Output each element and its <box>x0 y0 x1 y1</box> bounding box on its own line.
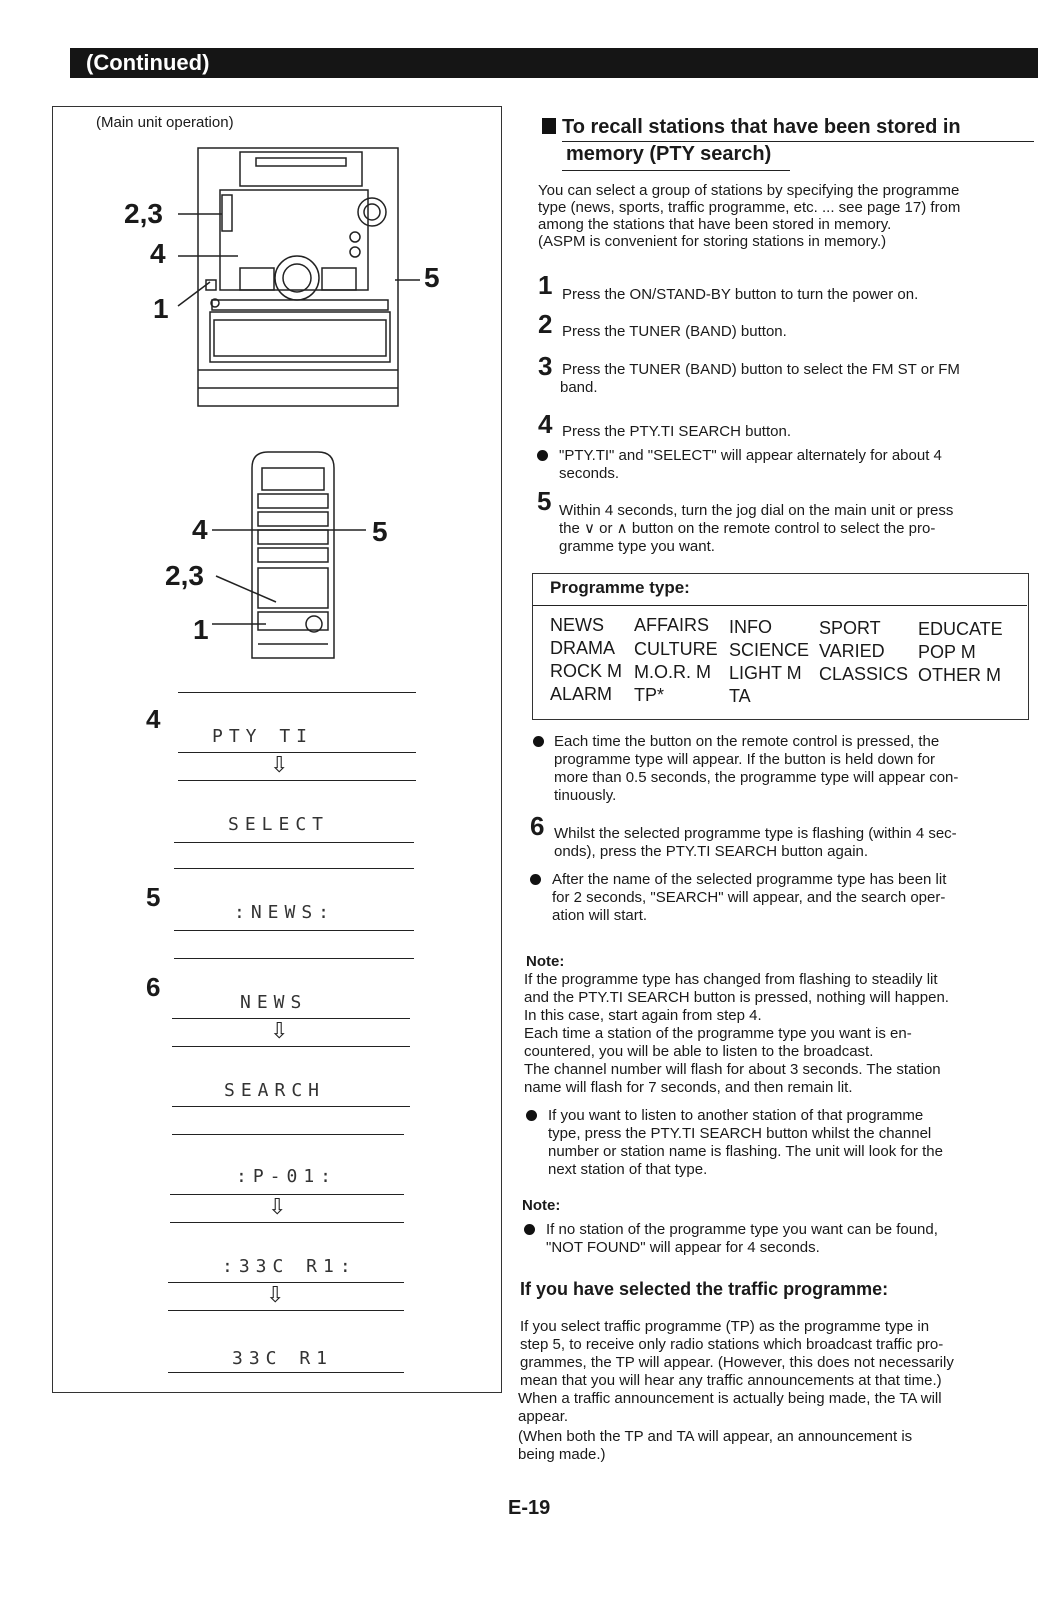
step-text: Press the TUNER (BAND) button to select the FM ST or FM <box>562 361 960 378</box>
lcd-divider <box>174 930 414 931</box>
callout-1-remote: 1 <box>193 614 209 645</box>
lcd-divider <box>168 1282 404 1283</box>
step-text: Press the PTY.TI SEARCH button. <box>562 423 791 440</box>
lcd-pty-ti: PTY TI <box>212 726 314 747</box>
intro-line: among the stations that have been stored in memory. <box>538 216 892 233</box>
down-arrow-icon: ⇩ <box>268 1194 287 1219</box>
step-number: 3 <box>538 351 553 381</box>
note-line: The channel number will flash for about 3 seconds. The station <box>524 1061 941 1078</box>
traffic-line: being made.) <box>518 1446 606 1463</box>
bullet-text: "NOT FOUND" will appear for 4 seconds. <box>546 1239 820 1256</box>
callout-2-3-unit: 2,3 <box>124 198 163 229</box>
step-number: 1 <box>538 270 553 300</box>
step-text: band. <box>560 379 598 396</box>
note-line: name will flash for 7 seconds, and then remain lit. <box>524 1079 853 1096</box>
step-number: 5 <box>537 486 552 516</box>
callout-4-remote: 4 <box>192 514 208 545</box>
pt-cell: CULTURE <box>634 639 718 659</box>
pt-cell: VARIED <box>819 641 885 661</box>
pt-cell: POP M <box>918 642 976 662</box>
callout-5-unit: 5 <box>424 262 440 293</box>
traffic-line: (When both the TP and TA will appear, an announcement is <box>518 1428 913 1445</box>
pt-cell: OTHER M <box>918 665 1001 685</box>
lcd-divider <box>172 1106 410 1107</box>
section-title-line1: To recall stations that have been stored in <box>562 116 961 138</box>
pt-cell: INFO <box>729 617 772 637</box>
lcd-divider <box>172 1018 410 1019</box>
step-number: 2 <box>538 309 553 339</box>
pt-cell: SPORT <box>819 618 881 638</box>
step-number: 6 <box>530 811 545 841</box>
bullet-text: seconds. <box>559 465 620 482</box>
page-number: E-19 <box>508 1497 551 1519</box>
pt-cell: CLASSICS <box>819 664 909 684</box>
pt-cell: TA <box>729 686 751 706</box>
intro-line: (ASPM is convenient for storing stations in memory.) <box>538 233 887 250</box>
title-underline <box>562 141 1034 142</box>
step-text: onds), press the PTY.TI SEARCH button again. <box>554 843 869 860</box>
bullet-text: After the name of the selected programme type has been lit <box>552 871 947 888</box>
bullet-icon <box>537 450 548 461</box>
lcd-divider <box>174 842 414 843</box>
continued-label: (Continued) <box>72 48 223 78</box>
pt-cell: ROCK M <box>550 661 622 681</box>
note-line: Each time a station of the programme type you want is en- <box>524 1025 912 1042</box>
lcd-select: SELECT <box>228 814 330 835</box>
main-unit-caption: (Main unit operation) <box>96 114 234 131</box>
note-line: and the PTY.TI SEARCH button is pressed, nothing will happen. <box>524 989 949 1006</box>
step-text: Press the TUNER (BAND) button. <box>562 323 787 340</box>
traffic-line: If you select traffic programme (TP) as the programme type in <box>520 1318 930 1335</box>
lcd-divider <box>168 1372 404 1373</box>
lcd-news-flashing: :NEWS: <box>234 902 336 923</box>
sequence-step-6: 6 <box>146 972 161 1002</box>
traffic-line: grammes, the TP will appear. (However, this does not necessarily <box>520 1354 954 1371</box>
lcd-station: 33C R1 <box>232 1348 334 1369</box>
bullet-text: "PTY.TI" and "SELECT" will appear alternately for about 4 <box>559 447 942 464</box>
section-marker-icon <box>542 118 556 134</box>
note-title: Note: <box>522 1197 561 1214</box>
note-line: In this case, start again from step 4. <box>524 1007 762 1024</box>
bullet-text: If no station of the programme type you want can be found, <box>546 1221 938 1238</box>
note-line: If the programme type has changed from flashing to steadily lit <box>524 971 938 988</box>
step-text: Within 4 seconds, turn the jog dial on the main unit or press <box>559 502 954 519</box>
pt-cell: ALARM <box>550 684 613 704</box>
lcd-divider <box>170 1222 404 1223</box>
pt-cell: M.O.R. M <box>634 662 711 682</box>
bullet-icon <box>524 1224 535 1235</box>
pt-cell: SCIENCE <box>729 640 810 660</box>
pt-cell: EDUCATE <box>918 619 1003 639</box>
lcd-divider <box>178 752 416 753</box>
lcd-divider <box>174 868 414 869</box>
intro-line: You can select a group of stations by specifying the programme <box>538 182 960 199</box>
lcd-divider <box>178 692 416 693</box>
programme-type-title: Programme type: <box>550 578 690 597</box>
bullet-text: ation will start. <box>552 907 648 924</box>
down-arrow-icon: ⇩ <box>270 752 289 777</box>
sequence-step-4: 4 <box>146 704 161 734</box>
callout-1-unit: 1 <box>153 293 169 324</box>
traffic-title: If you have selected the traffic programme: <box>520 1279 889 1299</box>
remote-control-illustration <box>190 448 400 663</box>
down-arrow-icon: ⇩ <box>266 1282 285 1307</box>
callout-4-unit: 4 <box>150 238 166 269</box>
intro-line: type (news, sports, traffic programme, etc. ... see page 17) from <box>538 199 961 216</box>
bullet-text: type, press the PTY.TI SEARCH button whilst the channel <box>548 1125 932 1142</box>
traffic-line: step 5, to receive only radio stations which broadcast traffic pro- <box>520 1336 944 1353</box>
bullet-text: If you want to listen to another station of that programme <box>548 1107 924 1124</box>
bullet-icon <box>526 1110 537 1121</box>
lcd-channel-p01: :P-01: <box>236 1166 338 1187</box>
traffic-line: appear. <box>518 1408 569 1425</box>
bullet-text: next station of that type. <box>548 1161 708 1178</box>
lcd-divider <box>174 958 414 959</box>
lcd-divider <box>172 1134 404 1135</box>
bullet-text: for 2 seconds, "SEARCH" will appear, and the search oper- <box>552 889 946 906</box>
bullet-text: number or station name is flashing. The unit will look for the <box>548 1143 943 1160</box>
pt-cell: LIGHT M <box>729 663 802 683</box>
callout-5-remote: 5 <box>372 516 388 547</box>
down-arrow-icon: ⇩ <box>270 1018 289 1043</box>
pt-cell: DRAMA <box>550 638 616 658</box>
lcd-divider <box>172 1046 410 1047</box>
sequence-step-5: 5 <box>146 882 161 912</box>
lcd-divider <box>178 780 416 781</box>
lcd-divider <box>168 1310 404 1311</box>
step-text: Press the ON/STAND-BY button to turn the power on. <box>562 286 919 303</box>
box-divider <box>533 605 1027 606</box>
step-text: Whilst the selected programme type is flashing (within 4 sec- <box>554 825 957 842</box>
step-text: gramme type you want. <box>559 538 715 555</box>
pt-cell: TP* <box>634 685 665 705</box>
step-text: the ∨ or ∧ button on the remote control to select the pro- <box>559 520 936 537</box>
lcd-search: SEARCH <box>224 1080 326 1101</box>
traffic-line: When a traffic announcement is actually being made, the TA will <box>518 1390 942 1407</box>
bullet-icon <box>533 736 544 747</box>
bullet-text: programme type will appear. If the button is held down for <box>554 751 936 768</box>
step-number: 4 <box>538 409 553 439</box>
note-line: countered, you will be able to listen to the broadcast. <box>524 1043 874 1060</box>
pt-cell: AFFAIRS <box>634 615 710 635</box>
bullet-text: Each time the button on the remote control is pressed, the <box>554 733 940 750</box>
callout-2-3-remote: 2,3 <box>165 560 204 591</box>
note-title: Note: <box>526 953 565 970</box>
traffic-line: mean that you will hear any traffic announcements at that time.) <box>520 1372 942 1389</box>
lcd-news: NEWS <box>240 992 308 1013</box>
main-unit-illustration <box>110 140 450 410</box>
pt-cell: NEWS <box>550 615 604 635</box>
section-title-line2: memory (PTY search) <box>566 143 772 165</box>
bullet-text: tinuously. <box>554 787 617 804</box>
bullet-icon <box>530 874 541 885</box>
title-underline <box>562 170 790 171</box>
bullet-text: more than 0.5 seconds, the programme type will appear con- <box>554 769 959 786</box>
lcd-station-flashing: :33C R1: <box>222 1256 357 1277</box>
lcd-divider <box>170 1194 404 1195</box>
